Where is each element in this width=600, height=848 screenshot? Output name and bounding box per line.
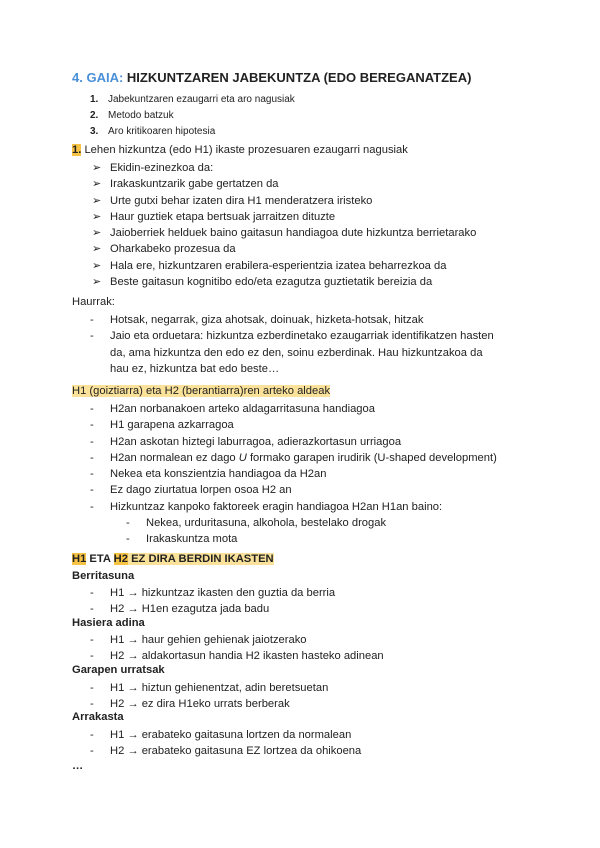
list-item: ➢ Hala ere, hizkuntzaren erabilera-esperientzia izatea beharrezkoa da	[92, 258, 476, 274]
arrow-bullet-icon: ➢	[92, 243, 102, 256]
list-item: - H1 → hiztun gehienentzat, adin beretsuetan	[90, 682, 329, 694]
section-1-heading: 1. Lehen hizkuntza (edo H1) ikaste prozesuaren ezaugarri nagusiak	[72, 144, 408, 156]
group-label: Garapen urratsak	[72, 664, 165, 676]
section-1-list	[92, 160, 476, 290]
list-item: ➢ Ekidin-ezinezkoa da:	[92, 160, 476, 176]
group-label: Berritasuna	[72, 570, 135, 582]
group-list	[90, 585, 335, 618]
ellipsis: …	[72, 760, 84, 772]
list-item: - H1 → erabateko gaitasuna lortzen da normalean	[90, 729, 352, 741]
toc-item: 3. Aro kritikoaren hipotesia	[90, 126, 216, 137]
toc-item: 2. Metodo batzuk	[90, 110, 174, 121]
list-item: - H2an normalean ez dago U formako garapen irudirik (U-shaped development)	[90, 451, 497, 464]
title-number: 4. GAIA:	[72, 70, 124, 85]
group-label: Arrakasta	[72, 711, 124, 723]
arrow-bullet-icon: ➢	[92, 194, 102, 207]
haurrak-label: Haurrak:	[72, 296, 115, 308]
list-item: ➢ Oharkabeko prozesua da	[92, 241, 476, 257]
list-item: - H2an askotan hiztegi laburragoa, adierazkortasun urriagoa	[90, 435, 402, 448]
list-item: ➢ Irakaskuntzarik gabe gertatzen da	[92, 176, 476, 192]
title-text: HIZKUNTZAREN JABEKUNTZA (EDO BEREGANATZEA)	[126, 70, 472, 85]
group-list	[90, 680, 328, 713]
differences-list	[90, 401, 497, 515]
arrow-bullet-icon: ➢	[92, 259, 102, 272]
sub-list-item: - Irakaskuntza mota	[126, 533, 238, 546]
comparison-heading: H1 ETA H2 EZ DIRA BERDIN IKASTEN	[72, 553, 274, 565]
list-item: - Ez dago ziurtatua lorpen osoa H2 an	[90, 484, 292, 497]
list-item: ➢ Urte gutxi behar izaten dira H1 menderatzera iristeko	[92, 193, 476, 209]
arrow-bullet-icon: ➢	[92, 210, 102, 223]
list-item: - H1 → hizkuntzaz ikasten den guztia da berria	[90, 587, 336, 599]
section-number-highlight: 1.	[72, 144, 82, 156]
list-item: - H2 → ez dira H1eko urrats berberak	[90, 698, 290, 711]
list-item: - H2 → erabateko gaitasuna EZ lortzea da ohikoena	[90, 745, 362, 758]
group-list	[90, 632, 384, 665]
list-item-continuation: hau ez, hizkuntza bat edo beste…	[110, 362, 280, 375]
list-item: - Nekea eta konszientzia handiagoa da H2an	[90, 468, 327, 481]
arrow-bullet-icon: ➢	[92, 227, 102, 240]
list-item: - Hotsak, negarrak, giza ahotsak, doinuak, hizketa-hotsak, hitzak	[90, 314, 424, 326]
arrow-bullet-icon: ➢	[92, 276, 102, 289]
haurrak-list	[90, 312, 494, 377]
list-item: - Jaio eta orduetara: hizkuntza ezberdinetako ezaugarriak identifikatzen hasten	[90, 330, 494, 343]
group-list	[90, 727, 361, 760]
list-item-continuation: da, ama hizkuntza den edo ez den, soinu ezberdinak. Hau hizkuntzakoa da	[110, 346, 483, 359]
sub-list-item: - Nekea, urduritasuna, alkohola, bestelako drogak	[126, 517, 387, 529]
list-item: - H2 → aldakortasun handia H2 ikasten hasteko adinean	[90, 650, 384, 663]
page-title	[72, 70, 471, 85]
list-item: - Hizkuntzaz kanpoko faktoreek eragin handiagoa H2an H1an baino:	[90, 500, 443, 513]
list-item: - H1 → haur gehien gehienak jaiotzerako	[90, 634, 307, 646]
list-item: ➢ Haur guztiek etapa bertsuak jarraitzen dituzte	[92, 209, 476, 225]
list-item: ➢ Beste gaitasun kognitibo edo/eta ezagutza guztietatik bereizia da	[92, 274, 476, 290]
arrow-bullet-icon: ➢	[92, 178, 102, 191]
list-item: - H1 garapena azkarragoa	[90, 419, 234, 432]
table-of-contents	[90, 92, 295, 140]
list-item: - H2 → H1en ezagutza jada badu	[90, 603, 270, 616]
list-item: - H2an norbanakoen arteko aldagarritasuna handiagoa	[90, 403, 375, 415]
arrow-bullet-icon: ➢	[92, 162, 102, 174]
differences-sublist	[126, 515, 386, 548]
group-label: Hasiera adina	[72, 617, 145, 629]
differences-heading: H1 (goiztiarra) eta H2 (berantiarra)ren arteko aldeak	[72, 385, 331, 397]
list-item: ➢ Jaioberriek helduek baino gaitasun handiagoa dute hizkuntza berrietarako	[92, 225, 476, 241]
toc-item: 1. Jabekuntzaren ezaugarri eta aro nagusiak	[90, 94, 295, 105]
